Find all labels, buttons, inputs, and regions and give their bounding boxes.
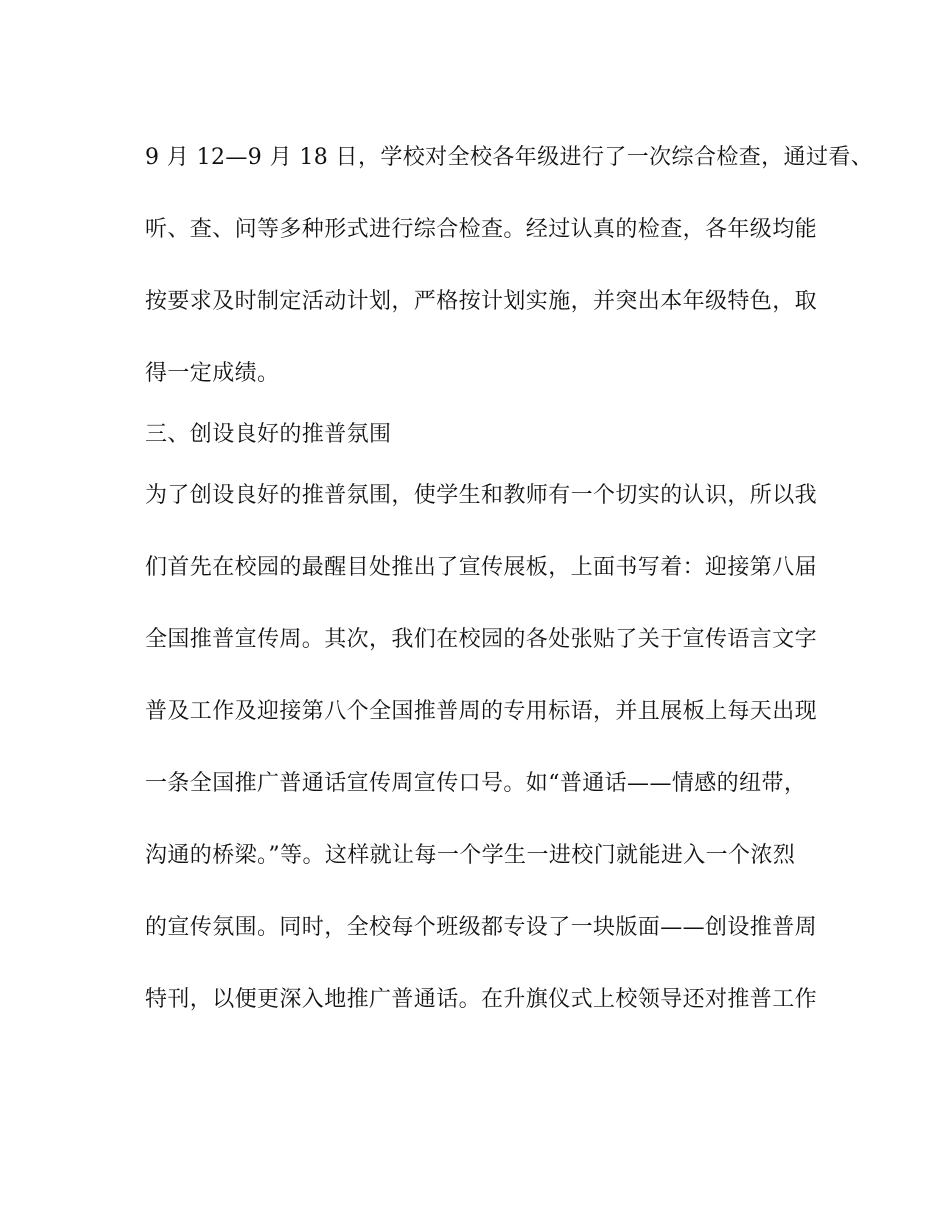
paragraph-line: 听、查、问等多种形式进行综合检查。经过认真的检查，各年级均能 — [145, 217, 818, 242]
paragraph-line: 们首先在校园的最醒目处推出了宣传展板，上面书写着：迎接第八届 — [145, 555, 818, 580]
paragraph-line: 特刊，以便更深入地推广普通话。在升旗仪式上校领导还对推普工作 — [145, 987, 818, 1012]
paragraph-line: 的宣传氛围。同时，全校每个班级都专设了一块版面——创设推普周 — [145, 915, 818, 940]
paragraph-line: 普及工作及迎接第八个全国推普周的专用标语，并且展板上每天出现 — [145, 699, 818, 724]
paragraph-line: 9 月 12—9 月 18 日，学校对全校各年级进行了一次综合检查，通过看、 — [145, 145, 874, 170]
section-heading: 三、创设良好的推普氛围 — [145, 422, 392, 447]
paragraph-line: 一条全国推广普通话宣传周宣传口号。如“普通话——情感的纽带， — [145, 771, 807, 796]
paragraph-line: 得一定成绩。 — [145, 361, 280, 386]
paragraph-line: 沟通的桥梁。”等。这样就让每一个学生一进校门就能进入一个浓烈 — [145, 843, 796, 868]
paragraph-line: 为了创设良好的推普氛围，使学生和教师有一个切实的认识，所以我 — [145, 483, 818, 508]
paragraph-line: 全国推普宣传周。其次，我们在校园的各处张贴了关于宣传语言文字 — [145, 627, 818, 652]
paragraph-line: 按要求及时制定活动计划，严格按计划实施，并突出本年级特色，取 — [145, 289, 818, 314]
